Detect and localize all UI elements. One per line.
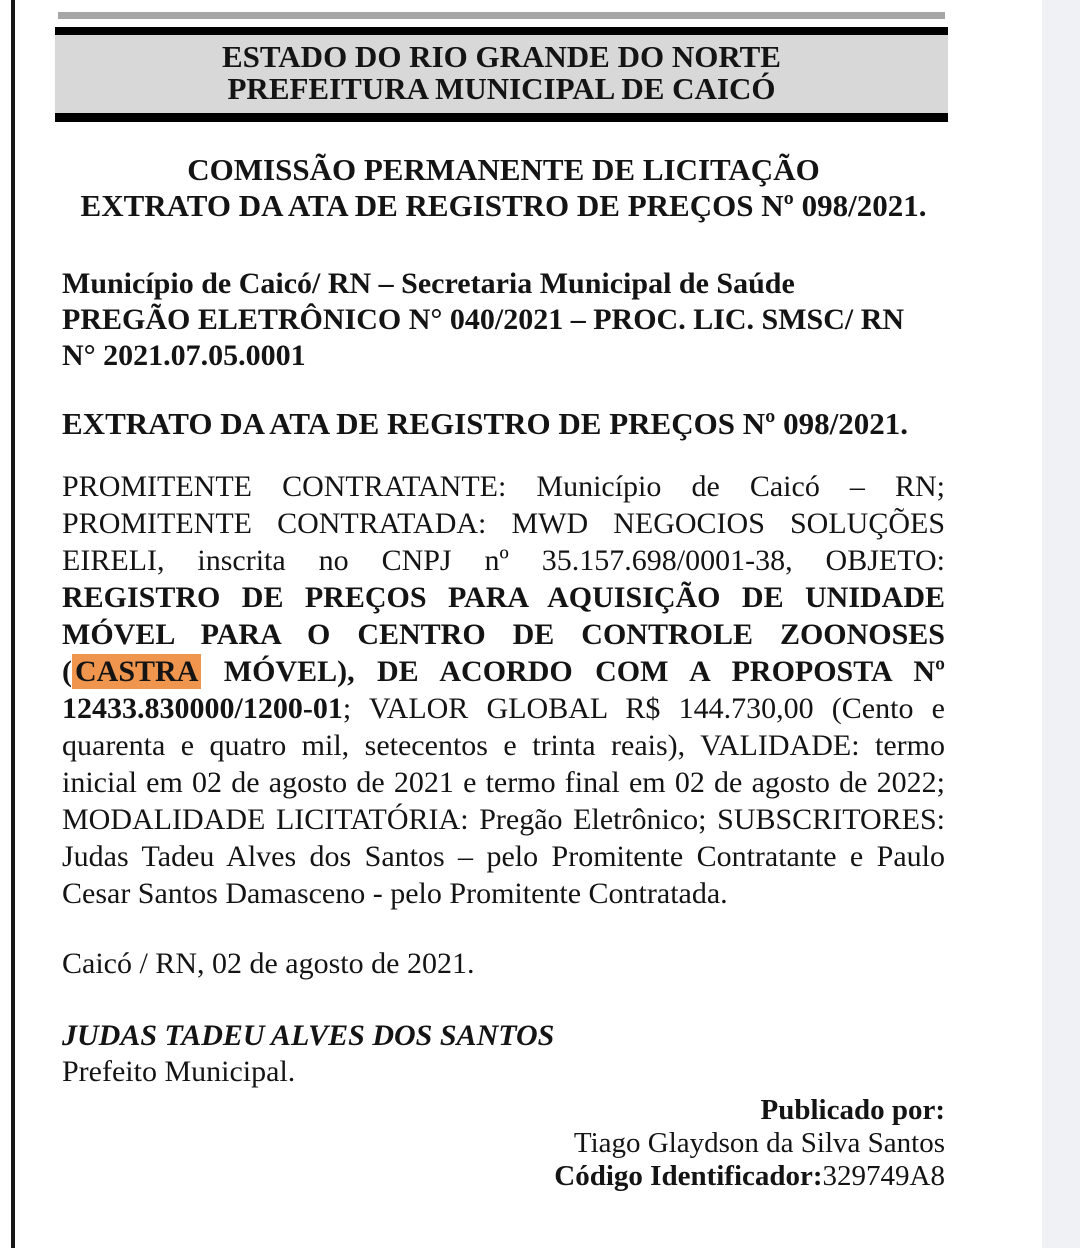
process-info-number: N° 2021.07.05.0001 [62, 339, 306, 372]
process-info-secretariat: Município de Caicó/ RN – Secretaria Municipal de Saúde [62, 267, 795, 300]
header-top-strip [58, 12, 945, 19]
extract-number-heading: EXTRATO DA ATA DE REGISTRO DE PREÇOS Nº 098/2021. [80, 188, 927, 223]
commission-heading: COMISSÃO PERMANENTE DE LICITAÇÃO [187, 152, 820, 187]
identifier-code-value: 329749A8 [822, 1160, 945, 1192]
paragraph-segment-object: REGISTRO DE PREÇOS PARA AQUISIÇÃO DE UNIDADE MÓVEL PARA O CENTRO DE CONTROLE ZOONOSES ( [62, 581, 945, 688]
paragraph-segment-proposal: MÓVEL), DE ACORDO COM A PROPOSTA Nº 12433.830000/1200-01 [62, 655, 945, 725]
document-content [62, 152, 945, 1193]
castra-highlight: CASTRA [72, 654, 201, 689]
letterhead-municipality-line: PREFEITURA MUNICIPAL DE CAICÓ [227, 71, 776, 106]
page-left-border [11, 0, 15, 1248]
publisher-name: Tiago Glaydson da Silva Santos [573, 1127, 945, 1159]
signatory-title: Prefeito Municipal. [62, 1055, 296, 1088]
publication-block [62, 1094, 945, 1193]
letterhead-banner [55, 27, 948, 122]
extract-title: EXTRATO DA ATA DE REGISTRO DE PREÇOS Nº 098/2021. [62, 406, 908, 441]
process-info-pregao: PREGÃO ELETRÔNICO N° 040/2021 – PROC. LIC. SMSC/ RN [62, 303, 905, 336]
page-right-margin [1042, 0, 1080, 1248]
identifier-code-line [62, 1160, 945, 1193]
paragraph-segment-terms: ; VALOR GLOBAL R$ 144.730,00 (Cento e quarenta e quatro mil, setecentos e trinta reais), VALIDADE: termo inicial em 02 de agosto de 2021 e termo final em 02 de agosto de 2022; MODALIDADE LICITATÓRIA: Pregão Eletrônico; SUBSCRITORES: Judas Tadeu Alves dos Santos – pelo Promitente Contratante e Paulo Cesar Santos Damasceno - pelo Promitente Contratada. [62, 692, 945, 910]
signatory-name: JUDAS TADEU ALVES DOS SANTOS [62, 1019, 555, 1052]
contract-extract-paragraph [62, 468, 945, 912]
paragraph-segment-parties: PROMITENTE CONTRATANTE: Município de Caicó – RN; PROMITENTE CONTRATADA: MWD NEGOCIOS SOLUÇÕES EIRELI, inscrita no CNPJ nº 35.157.698/0001-38, OBJETO: [62, 470, 945, 577]
published-by-label: Publicado por: [760, 1094, 945, 1126]
identifier-code-label: Código Identificador: [554, 1160, 823, 1192]
date-line: Caicó / RN, 02 de agosto de 2021. [62, 947, 475, 980]
process-info-block [62, 266, 945, 374]
letterhead-state-line: ESTADO DO RIO GRANDE DO NORTE [222, 39, 781, 74]
section-heading [62, 152, 945, 224]
signature-block [62, 1018, 945, 1090]
